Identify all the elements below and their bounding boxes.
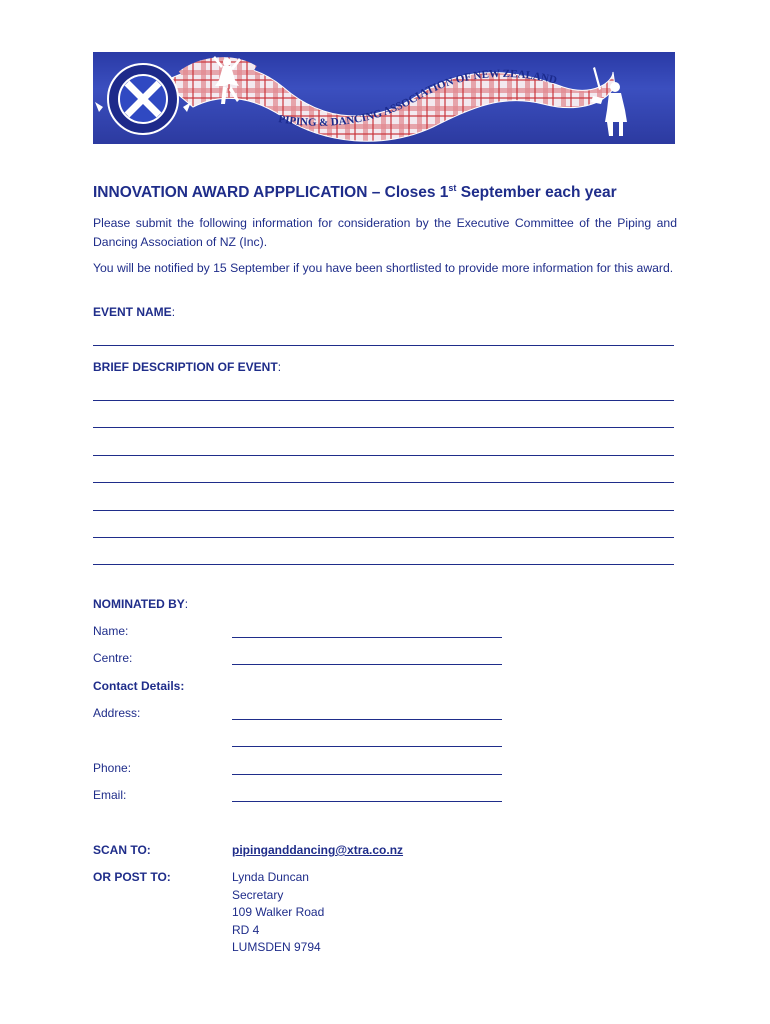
post-address-line: LUMSDEN 9794: [232, 940, 321, 954]
phone-field[interactable]: [232, 774, 502, 775]
tartan-ribbon-graphic: [93, 52, 675, 144]
address-field-line-2[interactable]: [232, 746, 502, 747]
svg-text:PIPING & DANCING ASSOCIATION O: PIPING & DANCING ASSOCIATION OF NEW ZEALAND: [277, 67, 558, 129]
description-line-7[interactable]: [93, 564, 674, 565]
description-line-1[interactable]: [93, 400, 674, 401]
post-to-label: OR POST TO:: [93, 870, 171, 884]
post-address-line: Secretary: [232, 887, 284, 902]
post-address-line: RD 4: [232, 922, 260, 937]
intro-paragraph-2: You will be notified by 15 September if you have been shortlisted to provide more information for this award.: [93, 261, 674, 275]
form-title: INNOVATION AWARD APPPLICATION – Closes 1st September each year: [93, 183, 617, 202]
description-line-5[interactable]: [93, 510, 674, 511]
phone-label: Phone:: [93, 761, 132, 775]
name-field[interactable]: [232, 637, 502, 638]
nominated-by-label: NOMINATED BY:: [93, 597, 189, 611]
centre-label: Centre:: [93, 651, 133, 665]
email-label: Email:: [93, 788, 127, 802]
description-line-6[interactable]: [93, 537, 674, 538]
address-label: Address:: [93, 706, 141, 720]
association-banner: [93, 52, 675, 144]
post-address-line: Lynda Duncan: [232, 870, 309, 884]
scan-to-email-link[interactable]: pipinganddancing@xtra.co.nz: [232, 843, 404, 857]
scan-to-label: SCAN TO:: [93, 843, 151, 857]
email-field[interactable]: [232, 801, 502, 802]
post-address-line: 109 Walker Road: [232, 905, 325, 919]
address-field-line-1[interactable]: [232, 719, 502, 720]
description-line-2[interactable]: [93, 427, 674, 428]
description-line-3[interactable]: [93, 455, 674, 456]
centre-field[interactable]: [232, 664, 502, 665]
contact-details-label: Contact Details:: [93, 679, 185, 693]
event-name-label: EVENT NAME:: [93, 305, 176, 319]
name-label: Name:: [93, 624, 129, 638]
piper-figure: [591, 67, 627, 136]
intro-paragraph-1: Please submit the following information for consideration by the Executive Committee of the Piping and Dancing Association of NZ (Inc).: [93, 216, 677, 249]
brief-description-label: BRIEF DESCRIPTION OF EVENT:: [93, 360, 282, 374]
event-name-field[interactable]: [93, 345, 674, 346]
description-line-4[interactable]: [93, 482, 674, 483]
